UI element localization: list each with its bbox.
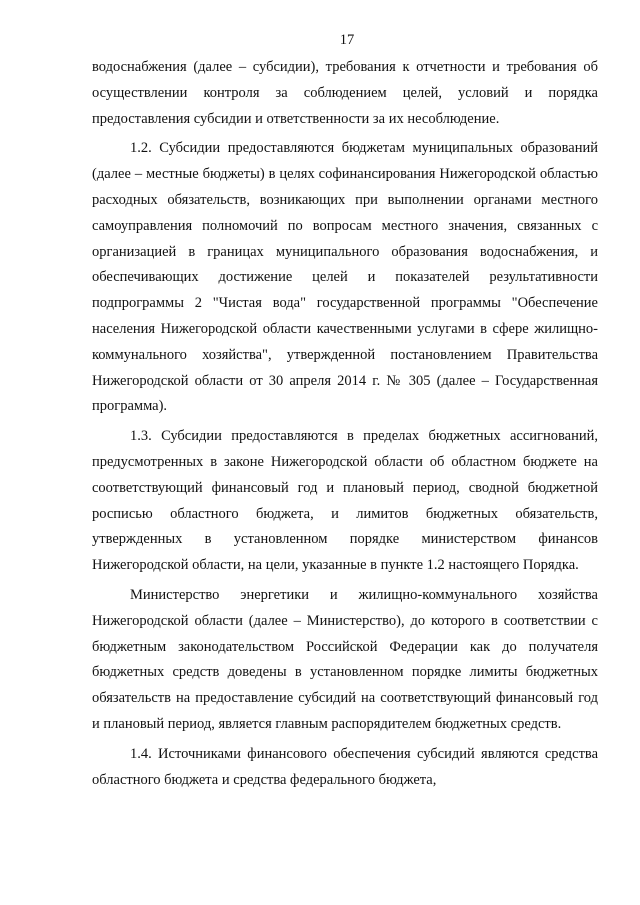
page-number: 17 [339, 32, 355, 48]
paragraph-continuation: водоснабжения (далее – субсидии), требования к отчетности и требования об осуществлении контроля за соблюдением целей, условий и порядка предоставления субсидии и ответственности за их несоблюдение. [92, 59, 598, 127]
paragraph-1-4: 1.4. Источниками финансового обеспечения субсидий являются средства областного бюджета и средства федерального бюджета, [92, 745, 598, 788]
paragraph-1-3: 1.3. Субсидии предоставляются в пределах бюджетных ассигнований, предусмотренных в законе Нижегородской области об областном бюджете на соответствующий финансовый год и плановый период, сводной бюджетной росписью областного бюджета, и лимитов бюджетных обязательств, утвержденных в установленном порядке министерством финансов Нижегородской области, на цели, указанные в пункте 1.2 настоящего Порядка. [92, 428, 598, 574]
paragraph-ministry: Министерство энергетики и жилищно-коммунального хозяйства Нижегородской области (далее – Министерство), до которого в соответствии с бюджетным законодательством Российской Федерации как до получателя бюджетных средств доведены в установленном порядке лимиты бюджетных обязательств на предоставление субсидий на соответствующий финансовый год и плановый период, является главным распорядителем бюджетных средств. [92, 586, 598, 732]
paragraph-1-2: 1.2. Субсидии предоставляются бюджетам муниципальных образований (далее – местные бюджеты) в целях софинансирования Нижегородской областью расходных обязательств, возникающих при выполнении органами местного самоуправления полномочий по вопросам местного значения, связанных с организацией в границах муниципального образования водоснабжения, и обеспечивающих достижение целей и показателей результативности подпрограммы 2 "Чистая вода" государственной программы "Обеспечение населения Нижегородской области качественными услугами в сфере жилищно-коммунального хозяйства", утвержденной постановлением Правительства Нижегородской области от 30 апреля 2014 г. № 305 (далее – Государственная программа). [92, 140, 598, 415]
